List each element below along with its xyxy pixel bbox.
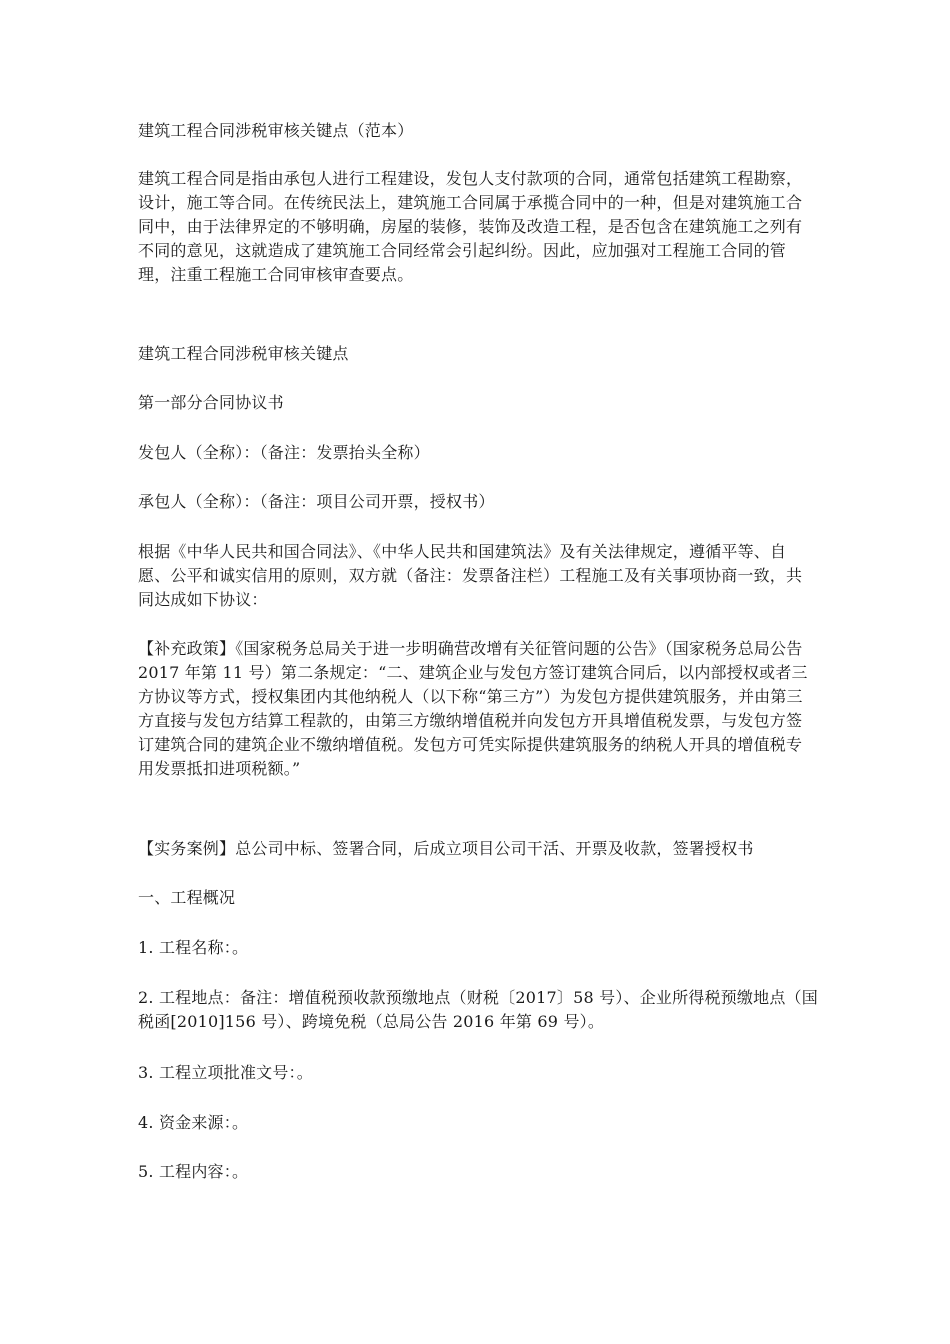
list-item: 2. 工程地点：备注：增值税预收款预缴地点（财税〔2017〕58 号）、企业所得税预缴地点（国税函[2010]156 号）、跨境免税（总局公告 2016 年第 69 号）。	[138, 988, 818, 1031]
employer-line: 发包人（全称）：（备注：发票抬头全称）	[138, 443, 430, 462]
case-paragraph: 【实务案例】总公司中标、签署合同，后成立项目公司干活、开票及收款，签署授权书	[138, 839, 754, 858]
intro-paragraph: 建筑工程合同是指由承包人进行工程建设，发包人支付款项的合同，通常包括建筑工程勘察，设计，施工等合同。在传统民法上，建筑施工合同属于承揽合同中的一种，但是对建筑施工合同中，由于法律界定的不够明确，房屋的装修，装饰及改造工程，是否包含在建筑施工之列有不同的意见，这就造成了建筑施工合同经常会引起纠纷。因此，应加强对工程施工合同的管理，注重工程施工合同审核审查要点。	[138, 169, 803, 284]
basis-paragraph: 根据《中华人民共和国合同法》、《中华人民共和国建筑法》及有关法律规定，遵循平等、自愿、公平和诚实信用的原则，双方就（备注：发票备注栏）工程施工及有关事项协商一致，共同达成如下协议：	[138, 542, 803, 609]
policy-paragraph: 【补充政策】《国家税务总局关于进一步明确营改增有关征管问题的公告》（国家税务总局公告 2017 年第 11 号）第二条规定：“二、建筑企业与发包方签订建筑合同后，以内部授权或者三方协议等方式，授权集团内其他纳税人（以下称“第三方”）为发包方提供建筑服务，并由第三方直接与发包方结算工程款的，由第三方缴纳增值税并向发包方开具增值税发票，与发包方签订建筑合同的建筑企业不缴纳增值税。发包方可凭实际提供建筑服务的纳税人开具的增值税专用发票抵扣进项税额。”	[138, 639, 808, 778]
list-item: 3. 工程立项批准文号：。	[138, 1063, 313, 1082]
section-title: 建筑工程合同涉税审核关键点	[138, 344, 349, 363]
contractor-line: 承包人（全称）：（备注：项目公司开票，授权书）	[138, 492, 495, 511]
list-item: 4. 资金来源：。	[138, 1113, 249, 1132]
document-title: 建筑工程合同涉税审核关键点（范本）	[138, 121, 414, 140]
part-one-heading: 第一部分合同协议书	[138, 393, 284, 412]
list-item: 5. 工程内容：。	[138, 1162, 249, 1181]
overview-heading: 一、工程概况	[138, 888, 236, 907]
list-item: 1. 工程名称：。	[138, 938, 249, 957]
